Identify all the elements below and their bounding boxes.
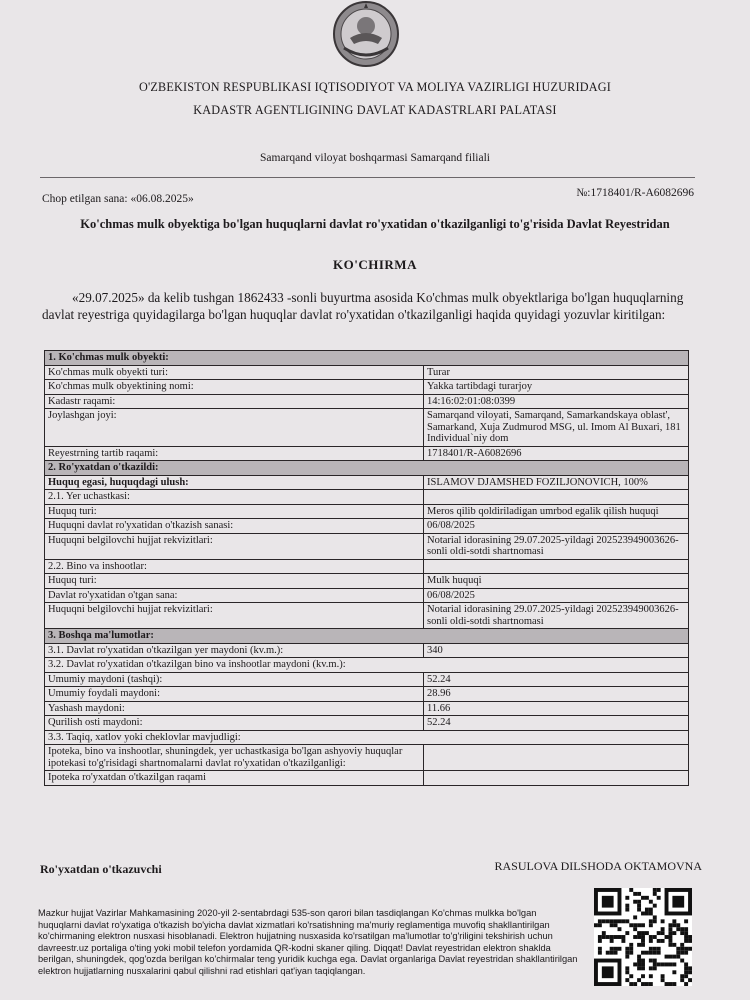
table-row — [45, 409, 689, 447]
row-label: Joylashgan joyi: — [45, 409, 424, 447]
section-header — [45, 351, 689, 366]
table-row — [45, 771, 689, 786]
qr-code-icon[interactable] — [594, 888, 692, 986]
header-divider — [40, 177, 695, 178]
row-value: 1718401/R-A6082696 — [424, 446, 689, 461]
registrar-name: RASULOVA DILSHODA OKTAMOVNA — [494, 859, 702, 873]
row-label: Yashash maydoni: — [45, 701, 424, 716]
row-label: Ko'chmas mulk obyekti turi: — [45, 365, 424, 380]
table-row — [45, 687, 689, 702]
row-value: Meros qilib qoldiriladigan umrbod egalik qilish huquqi — [424, 504, 689, 519]
row-label: Qurilish osti maydoni: — [45, 716, 424, 731]
table-row — [45, 394, 689, 409]
table-row — [45, 490, 689, 505]
table-row — [45, 588, 689, 603]
section-title: 2. Ro'yxatdan o'tkazildi: — [45, 461, 689, 476]
table-row — [45, 574, 689, 589]
row-value — [424, 559, 689, 574]
row-label: Huquqni belgilovchi hujjat rekvizitlari: — [45, 603, 424, 629]
section-title: 1. Ko'chmas mulk obyekti: — [45, 351, 689, 366]
table-row — [45, 533, 689, 559]
row-label: Ipoteka ro'yxatdan o'tkazilgan raqami — [45, 771, 424, 786]
row-value: 52.24 — [424, 672, 689, 687]
row-value — [424, 490, 689, 505]
row-value — [424, 745, 689, 771]
row-value: 06/08/2025 — [424, 588, 689, 603]
section-header — [45, 629, 689, 644]
branch-name: Samarqand viloyat boshqarmasi Samarqand filiali — [260, 152, 490, 164]
table-row — [45, 559, 689, 574]
row-value: ISLAMOV DJAMSHED FOZILJONOVICH, 100% — [424, 475, 689, 490]
registry-table — [44, 350, 689, 786]
table-row — [45, 643, 689, 658]
table-row — [45, 672, 689, 687]
section-header — [45, 461, 689, 476]
ministry-name: O'ZBEKISTON RESPUBLIKASI IQTISODIYOT VA MOLIYA VAZIRLIGI HUZURIDAGI — [139, 80, 611, 94]
row-label: Kadastr raqami: — [45, 394, 424, 409]
row-label: Umumiy foydali maydoni: — [45, 687, 424, 702]
row-value: Yakka tartibdagi turarjoy — [424, 380, 689, 395]
row-label: Ko'chmas mulk obyektining nomi: — [45, 380, 424, 395]
table-row — [45, 380, 689, 395]
legal-footnote: Mazkur hujjat Vazirlar Mahkamasining 2020-yil 2-sentabrdagi 535-son qarori bilan tasdiqlangan Ko'chmas mulkka bo'lgan huquqlarni davlat ro'yxatiga o'tkazish bo'yicha davlat xizmatlari ko'rsatishning ma'muriy reglamentiga muvofiq shakllantirilgan ko'chirmaning elektron nusxasi hisoblanadi. Elektron hujjatning nusxasida ko'rsatilgan ma'lumotlar to'g'riligini tekshirish uchun davreestr.uz portaliga o'ting yoki mobil telefon yordamida QR-kodni skaner qiling. Diqqat! Davlat reyestridan elektron shaklda berilgan, shuningdek, qog'ozda berilgan ko'chirmalar teng yuridik kuchga ega. Davlat organlariga Davlat reyestridan shakllantirilgan elektron hujjatlarning nusxalarini qabul qilishni rad etishlari qat'iyan taqiqlangan. — [38, 908, 578, 976]
row-value: 06/08/2025 — [424, 519, 689, 534]
row-value: 340 — [424, 643, 689, 658]
row-value: 52.24 — [424, 716, 689, 731]
table-row — [45, 365, 689, 380]
row-label: 3.2. Davlat ro'yxatidan o'tkazilgan bino va inshootlar maydoni (kv.m.): — [45, 658, 689, 673]
printed-date: Chop etilgan sana: «06.08.2025» — [42, 193, 194, 205]
row-value: Turar — [424, 365, 689, 380]
row-label: Huquqni belgilovchi hujjat rekvizitlari: — [45, 533, 424, 559]
table-row — [45, 504, 689, 519]
table-row — [45, 446, 689, 461]
row-value: 14:16:02:01:08:0399 — [424, 394, 689, 409]
table-row — [45, 701, 689, 716]
row-label: Huquqni davlat ro'yxatidan o'tkazish sanasi: — [45, 519, 424, 534]
table-row — [45, 475, 689, 490]
row-label: Umumiy maydoni (tashqi): — [45, 672, 424, 687]
table-row — [45, 716, 689, 731]
row-label: 3.1. Davlat ro'yxatidan o'tkazilgan yer maydoni (kv.m.): — [45, 643, 424, 658]
document-heading: Ko'chmas mulk obyektiga bo'lgan huquqlarni davlat ro'yxatidan o'tkazilganligi to'g'risida Davlat Reyestridan — [80, 217, 670, 231]
row-label: 2.1. Yer uchastkasi: — [45, 490, 424, 505]
row-value — [424, 771, 689, 786]
table-row — [45, 519, 689, 534]
row-label: Reyestrning tartib raqami: — [45, 446, 424, 461]
row-label: Ipoteka, bino va inshootlar, shuningdek, yer uchastkasiga bo'lgan ashyoviy huquqlar ipotekasi to'g'risidagi shartnomalarni davlat ro'yxatidan o'tkazilganligi: — [45, 745, 424, 771]
agency-name: KADASTR AGENTLIGINING DAVLAT KADASTRLARI PALATASI — [193, 103, 557, 117]
table-row — [45, 730, 689, 745]
row-label: Huquq turi: — [45, 504, 424, 519]
row-label: 2.2. Bino va inshootlar: — [45, 559, 424, 574]
state-emblem-icon — [322, 0, 410, 72]
row-label: Huquq egasi, huquqdagi ulush: — [45, 475, 424, 490]
table-row — [45, 745, 689, 771]
registrar-label: Ro'yxatdan o'tkazuvchi — [40, 862, 162, 876]
row-value: 28.96 — [424, 687, 689, 702]
row-label: Davlat ro'yxatidan o'tgan sana: — [45, 588, 424, 603]
document-subheading: KO'CHIRMA — [333, 257, 417, 272]
row-value: 11.66 — [424, 701, 689, 716]
section-title: 3. Boshqa ma'lumotlar: — [45, 629, 689, 644]
table-row — [45, 603, 689, 629]
row-value: Samarqand viloyati, Samarqand, Samarkandskaya oblast', Samarkand, Xuja Zudmurod MSG, ul. Imom Al Buxari, 181 Individual`niy dom — [424, 409, 689, 447]
table-row — [45, 658, 689, 673]
row-label: Huquq turi: — [45, 574, 424, 589]
row-label: 3.3. Taqiq, xatlov yoki cheklovlar mavjudligi: — [45, 730, 689, 745]
intro-paragraph: «29.07.2025» da kelib tushgan 1862433 -sonli buyurtma asosida Ko'chmas mulk obyektlariga bo'lgan huquqlarning davlat reyestriga quyidagilarga bo'lgan huquqlar davlat ro'yxatidan o'tkazilganligi haqida quyidagi yozuvlar kiritilgan: — [42, 290, 684, 322]
row-value: Notarial idorasining 29.07.2025-yildagi 202523949003626-sonli oldi-sotdi shartnomasi — [424, 603, 689, 629]
row-value: Mulk huquqi — [424, 574, 689, 589]
document-number: №:1718401/R-A6082696 — [576, 187, 694, 199]
row-value: Notarial idorasining 29.07.2025-yildagi 202523949003626-sonli oldi-sotdi shartnomasi — [424, 533, 689, 559]
